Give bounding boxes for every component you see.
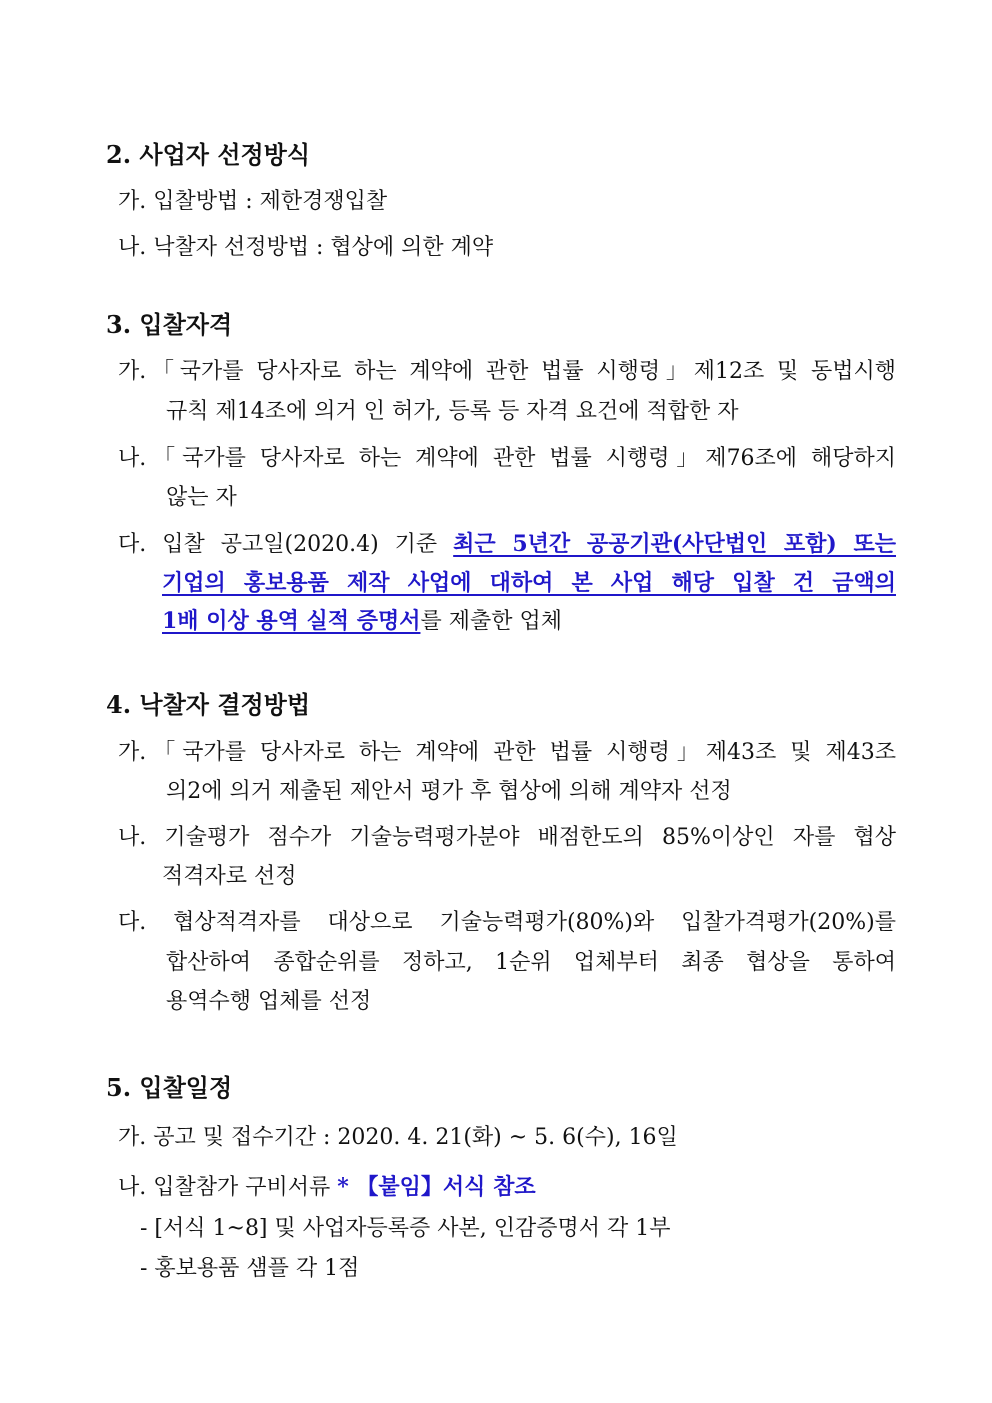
section-3-item-b-line1: 나.「국가를 당사자로 하는 계약에 관한 법률 시행령」제76조에 해당하지 (118, 446, 896, 471)
section-4-item-b-line1: 나. 기술평가 점수가 기술능력평가분야 배점한도의 85%이상인 자를 협상 (118, 825, 896, 850)
section-2-item-a: 가. 입찰방법 : 제한경쟁입찰 (118, 189, 388, 214)
section-2-heading: 2. 사업자 선정방식 (106, 140, 311, 169)
section-5-item-a: 가. 공고 및 접수기간 : 2020. 4. 21(화) ~ 5. 6(수), 16일 (118, 1125, 678, 1150)
section-4-item-c-line1: 다. 협상적격자를 대상으로 기술능력평가(80%)와 입찰가격평가(20%)를 (118, 910, 896, 935)
section-3-item-c-line1 (118, 528, 896, 561)
section-5-item-b-text: 나. 입찰참가 구비서류 (118, 1175, 338, 1200)
highlighted-requirement: 최근 5년간 공공기관(사단법인 포함) 또는 (453, 531, 896, 557)
highlighted-requirement-end: 1배 이상 용역 실적 증명서 (162, 608, 421, 634)
section-4-item-a-line1: 가.「국가를 당사자로 하는 계약에 관한 법률 시행령」제43조 및 제43조 (118, 740, 896, 765)
attachment-note: * 【붙임】서식 참조 (337, 1174, 536, 1200)
section-5-heading: 5. 입찰일정 (106, 1073, 233, 1102)
section-4-item-b-line2: 적격자로 선정 (162, 864, 297, 889)
section-3-item-a-line2: 규칙 제14조에 의거 인 허가, 등록 등 자격 요건에 적합한 자 (166, 399, 739, 424)
section-3-item-c-text: 다. 입찰 공고일(2020.4) 기준 (118, 532, 454, 557)
section-3-item-b-line2: 않는 자 (166, 485, 237, 510)
highlighted-requirement-cont: 기업의 홍보용품 제작 사업에 대하여 본 사업 해당 입찰 건 금액의 (162, 570, 896, 596)
section-4-item-c-line3: 용역수행 업체를 선정 (166, 989, 372, 1014)
section-5-document-item-2: - 홍보용품 샘플 각 1점 (140, 1256, 360, 1281)
section-5-item-b (118, 1171, 536, 1204)
section-3-item-c-line2 (162, 567, 896, 600)
section-4-heading: 4. 낙찰자 결정방법 (106, 690, 311, 719)
section-3-item-c-tail: 를 제출한 업체 (420, 609, 562, 634)
section-3-heading: 3. 입찰자격 (106, 310, 233, 339)
section-2-item-b: 나. 낙찰자 선정방법 : 협상에 의한 계약 (118, 235, 494, 260)
section-4-item-a-line2: 의2에 의거 제출된 제안서 평가 후 협상에 의해 계약자 선정 (166, 779, 732, 804)
section-3-item-a-line1: 가.「국가를 당사자로 하는 계약에 관한 법률 시행령」제12조 및 동법시행 (118, 359, 896, 384)
section-5-document-item-1: - [서식 1~8] 및 사업자등록증 사본, 인감증명서 각 1부 (140, 1216, 671, 1241)
section-3-item-c-line3 (162, 605, 562, 638)
section-4-item-c-line2: 합산하여 종합순위를 정하고, 1순위 업체부터 최종 협상을 통하여 (166, 950, 896, 975)
